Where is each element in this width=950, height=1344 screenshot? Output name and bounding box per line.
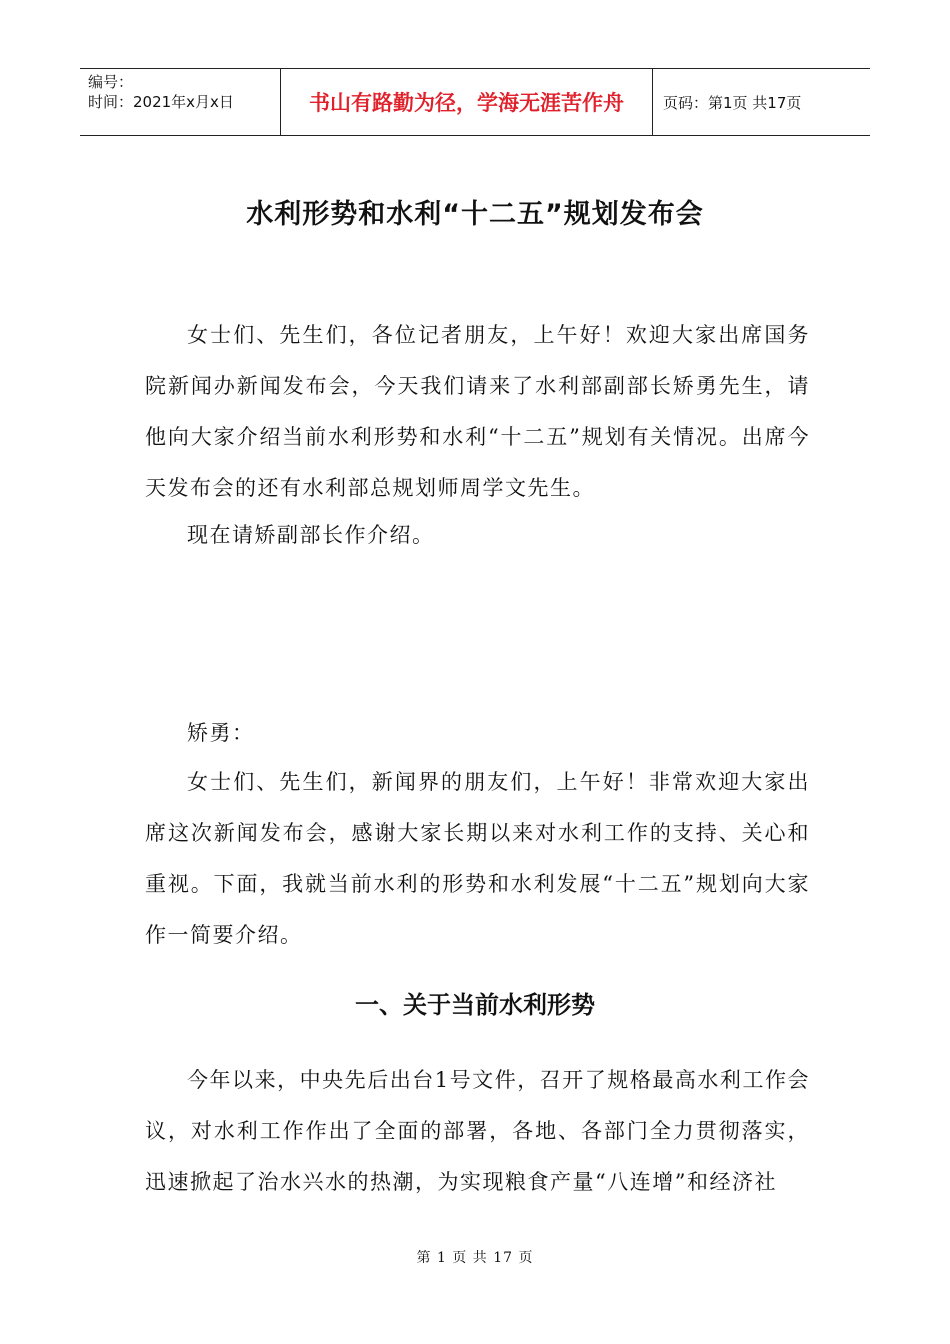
speech-opening-paragraph: 女士们、先生们，新闻界的朋友们，上午好！非常欢迎大家出席这次新闻发布会，感谢大家长期以来对水利工作的支持、关心和重视。下面，我就当前水利的形势和水利发展“十二五”规划向大家作一简要介绍。 [145,770,810,947]
header-meta-cell [80,69,281,135]
header-page-info: 页码：第1页 共17页 [663,93,802,112]
speaker-label: 矫勇： [187,721,255,745]
transition-paragraph: 现在请矫副部长作介绍。 [187,523,435,547]
intro-paragraph: 女士们、先生们，各位记者朋友，上午好！欢迎大家出席国务院新闻办新闻发布会，今天我们请来了水利部副部长矫勇先生，请他向大家介绍当前水利形势和水利“十二五”规划有关情况。出席今天发布会的还有水利部总规划师周学文先生。 [145,323,810,500]
document-title: 水利形势和水利“十二五”规划发布会 [246,199,704,230]
document-number-label: 编号： [88,73,134,91]
section-body-paragraph: 今年以来，中央先后出台1号文件，召开了规格最高水利工作会议，对水利工作作出了全面的部署，各地、各部门全力贯彻落实，迅速掀起了治水兴水的热潮，为实现粮食产量“八连增”和经济社 [145,1068,810,1194]
section-heading: 一、关于当前水利形势 [355,991,595,1019]
document-date-label: 时间：2021年x月x日 [88,93,234,111]
header-table [80,68,870,136]
page-footer: 第 1 页 共 17 页 [416,1250,534,1266]
header-motto: 书山有路勤为径，学海无涯苦作舟 [281,69,653,135]
